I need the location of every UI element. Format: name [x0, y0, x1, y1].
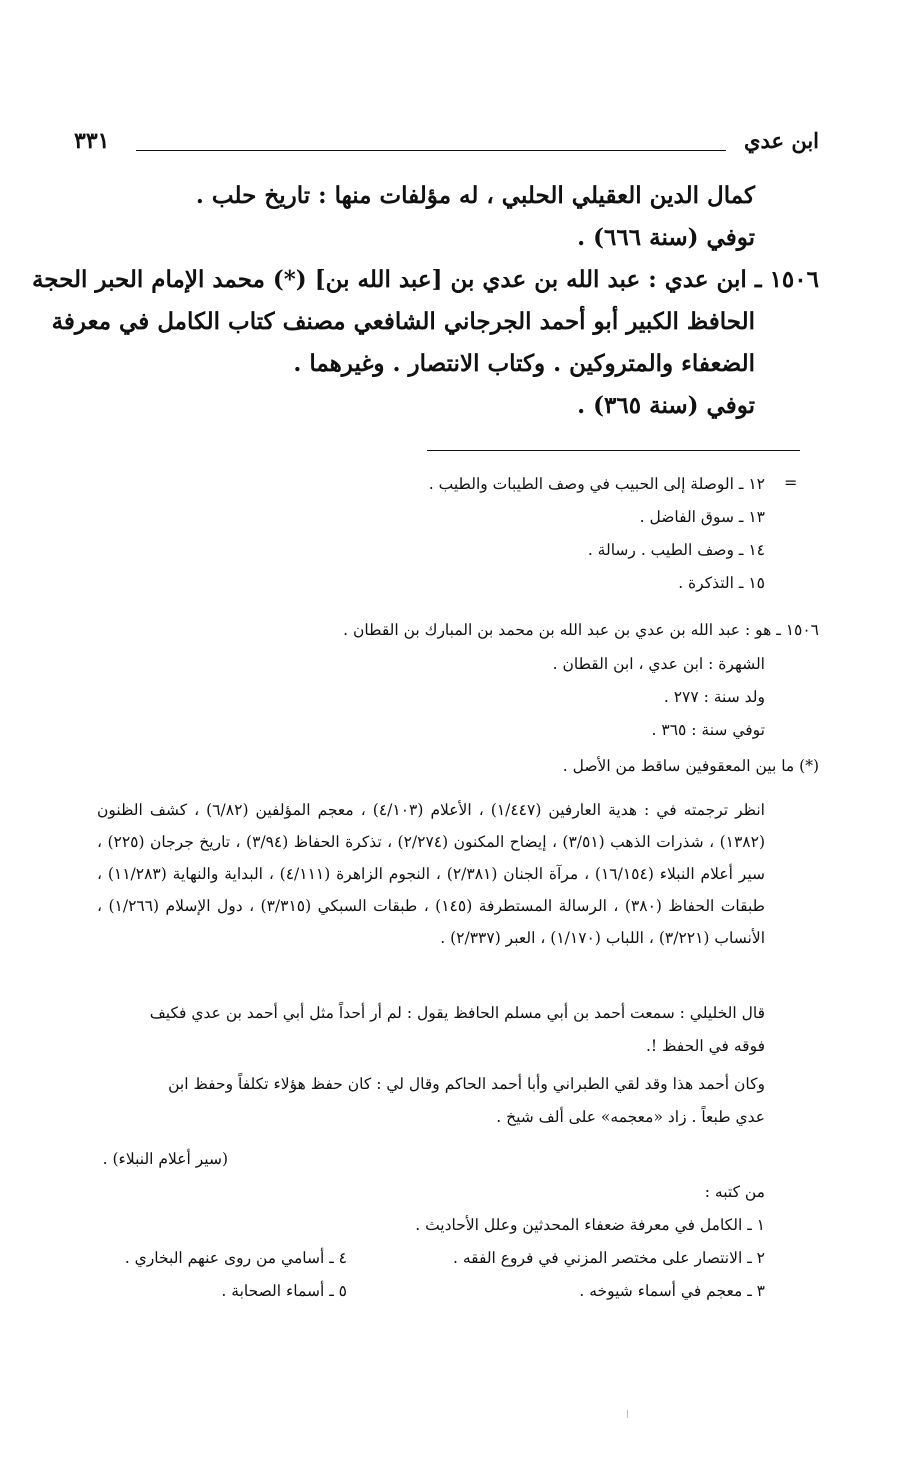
main-text-line: الضعفاء والمتروكين . وكتاب الانتصار . وغيرهما .	[293, 350, 755, 377]
main-text-line: توفي (سنة ٣٦٥) .	[577, 392, 755, 419]
scan-speck	[627, 1410, 628, 1418]
footnote-quote-line: عدي طبعاً . زاد «معجمه» على ألف شيخ .	[496, 1108, 765, 1126]
main-text-line: الحافظ الكبير أبو أحمد الجرجاني الشافعي مصنف كتاب الكامل في معرفة	[51, 308, 755, 335]
continuation-mark: =	[784, 473, 798, 492]
footnote-citation: (سير أعلام النبلاء) .	[102, 1150, 228, 1168]
works-heading: من كتبه :	[704, 1183, 765, 1201]
page-number: ٣٣١	[74, 128, 110, 154]
footnote-born: ولد سنة : ٢٧٧ .	[663, 688, 765, 706]
footnote-quote-line: فوقه في الحفظ !.	[646, 1037, 765, 1055]
footnote-sources: انظر ترجمته في : هدية العارفين (١/٤٤٧) ، الأعلام (٤/١٠٣) ، معجم المؤلفين (٦/٨٢) ، كشف الظنون (١٣٨٢) ، شذرات الذهب (٣/٥١) ، إيضاح المكنون (٢/٢٧٤) ، تذكرة الحفاظ (٣/٩٤) ، تاريخ جرجان (٢٢٥) ، سير أعلام النبلاء (١٦/١٥٤) ، مرآة الجنان (٢/٣٨١) ، النجوم الزاهرة (٤/١١١) ، البداية والنهاية (١١/٢٨٣) ، طبقات الحفاظ (٣٨٠) ، الرسالة المستطرفة (١٤٥) ، طبقات السبكي (٣/٣١٥) ، دول الإسلام (١/٢٦٦) ، الأنساب (٣/٢٢١) ، اللباب (١/١٧٠) ، العبر (٢/٣٣٧) .	[97, 801, 765, 947]
footnote-list-item: ١٢ ـ الوصلة إلى الحبيب في وصف الطيبات والطيب .	[428, 475, 765, 493]
works-list-item: ٤ ـ أسامي من روى عنهم البخاري .	[124, 1249, 347, 1267]
entry-heading-text: ابن عدي : عبد الله بن عدي بن [عبد الله بن] (*) محمد الإمام الحبر الحجة	[31, 266, 747, 293]
footnote-list-item: ١٥ ـ التذكرة .	[678, 574, 765, 592]
works-list-item: ٥ ـ أسماء الصحابة .	[221, 1282, 347, 1300]
footnote-quote-line: وكان أحمد هذا وقد لقي الطبراني وأبا أحمد الحاكم وقال لي : كان حفظ هؤلاء تكلفاً وحفظ ابن	[168, 1075, 765, 1093]
main-text-line: كمال الدين العقيلي الحلبي ، له مؤلفات منها : تاريخ حلب .	[195, 182, 755, 209]
footnote-entry: ١٥٠٦ ـ هو : عبد الله بن عدي بن عبد الله بن محمد بن المبارك بن القطان .	[343, 621, 819, 639]
footnote-shuhra: الشهرة : ابن عدي ، ابن القطان .	[552, 655, 765, 673]
header-rule	[136, 150, 726, 151]
works-list-item: ٢ ـ الانتصار على مختصر المزني في فروع الفقه .	[452, 1249, 765, 1267]
footnote-quote-line: قال الخليلي : سمعت أحمد بن أبي مسلم الحافظ يقول : لم أر أحداً مثل أبي أحمد بن عدي فكيف	[149, 1004, 765, 1022]
works-list-item: ١ ـ الكامل في معرفة ضعفاء المحدثين وعلل الأحاديث .	[415, 1216, 765, 1234]
footnote-list-item: ١٤ ـ وصف الطيب . رسالة .	[587, 541, 765, 559]
footnote-star-note: (*) ما بين المعقوفين ساقط من الأصل .	[562, 757, 819, 775]
footnote-died: توفي سنة : ٣٦٥ .	[651, 721, 765, 739]
footnote-list-item: ١٣ ـ سوق الفاضل .	[639, 508, 765, 526]
footnote-separator	[427, 450, 800, 451]
entry-heading-line	[32, 266, 819, 293]
main-text-line: توفي (سنة ٦٦٦) .	[577, 224, 755, 251]
works-list-item: ٣ ـ معجم في أسماء شيوخه .	[579, 1282, 765, 1300]
entry-number: ١٥٠٦ ـ	[754, 266, 819, 293]
running-head: ابن عدي	[744, 128, 819, 153]
